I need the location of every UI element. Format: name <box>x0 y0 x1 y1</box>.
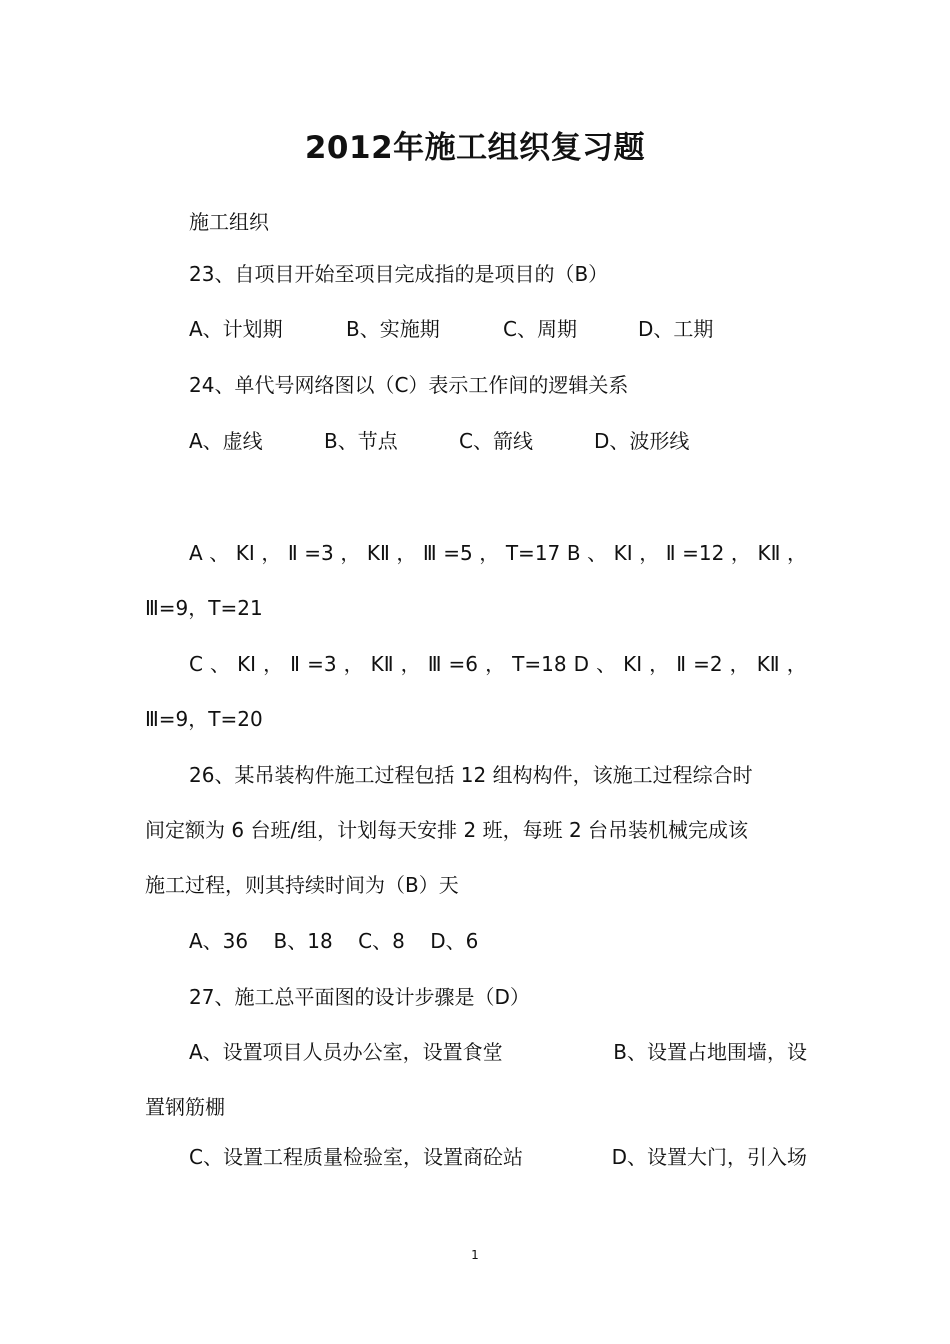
document-title: 2012年施工组织复习题 <box>304 130 646 166</box>
option-b: B、节点 <box>324 429 398 453</box>
question-27-stem: 27、施工总平面图的设计步骤是（D） <box>189 985 530 1009</box>
question-25-options-cd: C 、 KⅠ ， Ⅱ =3 ， KⅡ ， Ⅲ =6 ， T=18 D 、 KⅠ ， Ⅱ =2 ， KⅡ ， <box>189 652 807 676</box>
option-a: A、计划期 <box>189 317 283 341</box>
page-number: 1 <box>471 1248 479 1262</box>
option-c: C、周期 <box>503 317 577 341</box>
question-24-options <box>189 427 689 455</box>
question-26-line-1: 26、某吊装构件施工过程包括 12 组构构件，该施工过程综合时 <box>189 763 753 787</box>
option-d: D、工期 <box>638 317 714 341</box>
question-27-options-cd: C、设置工程质量检验室，设置商砼站 D、设置大门，引入场 <box>189 1145 807 1169</box>
question-26-line-2: 间定额为 6 台班/组，计划每天安排 2 班，每班 2 台吊装机械完成该 <box>145 818 749 842</box>
question-23-stem: 23、自项目开始至项目完成指的是项目的（B） <box>189 262 609 286</box>
section-heading: 施工组织 <box>189 210 269 234</box>
question-24-stem: 24、单代号网络图以（C）表示工作间的逻辑关系 <box>189 373 629 397</box>
option-b: B、实施期 <box>346 317 440 341</box>
option-d: D、波形线 <box>594 429 690 453</box>
option-a: A、虚线 <box>189 429 263 453</box>
question-26-options: A、36 B、18 C、8 D、6 <box>189 929 479 953</box>
question-26-line-3: 施工过程，则其持续时间为（B）天 <box>145 873 459 897</box>
option-c: C、箭线 <box>459 429 533 453</box>
question-25-options-cd-cont: Ⅲ=9，T=20 <box>145 707 263 731</box>
question-25-options-ab: A 、 KⅠ ， Ⅱ =3 ， KⅡ ， Ⅲ =5 ， T=17 B 、 KⅠ ， Ⅱ =12 ， KⅡ ， <box>189 541 807 565</box>
question-27-options-ab-cont: 置钢筋棚 <box>145 1095 225 1119</box>
question-27-options-ab: A、设置项目人员办公室，设置食堂 B、设置占地围墙，设 <box>189 1040 807 1064</box>
question-25-options-ab-cont: Ⅲ=9，T=21 <box>145 596 263 620</box>
question-23-options <box>189 315 713 343</box>
